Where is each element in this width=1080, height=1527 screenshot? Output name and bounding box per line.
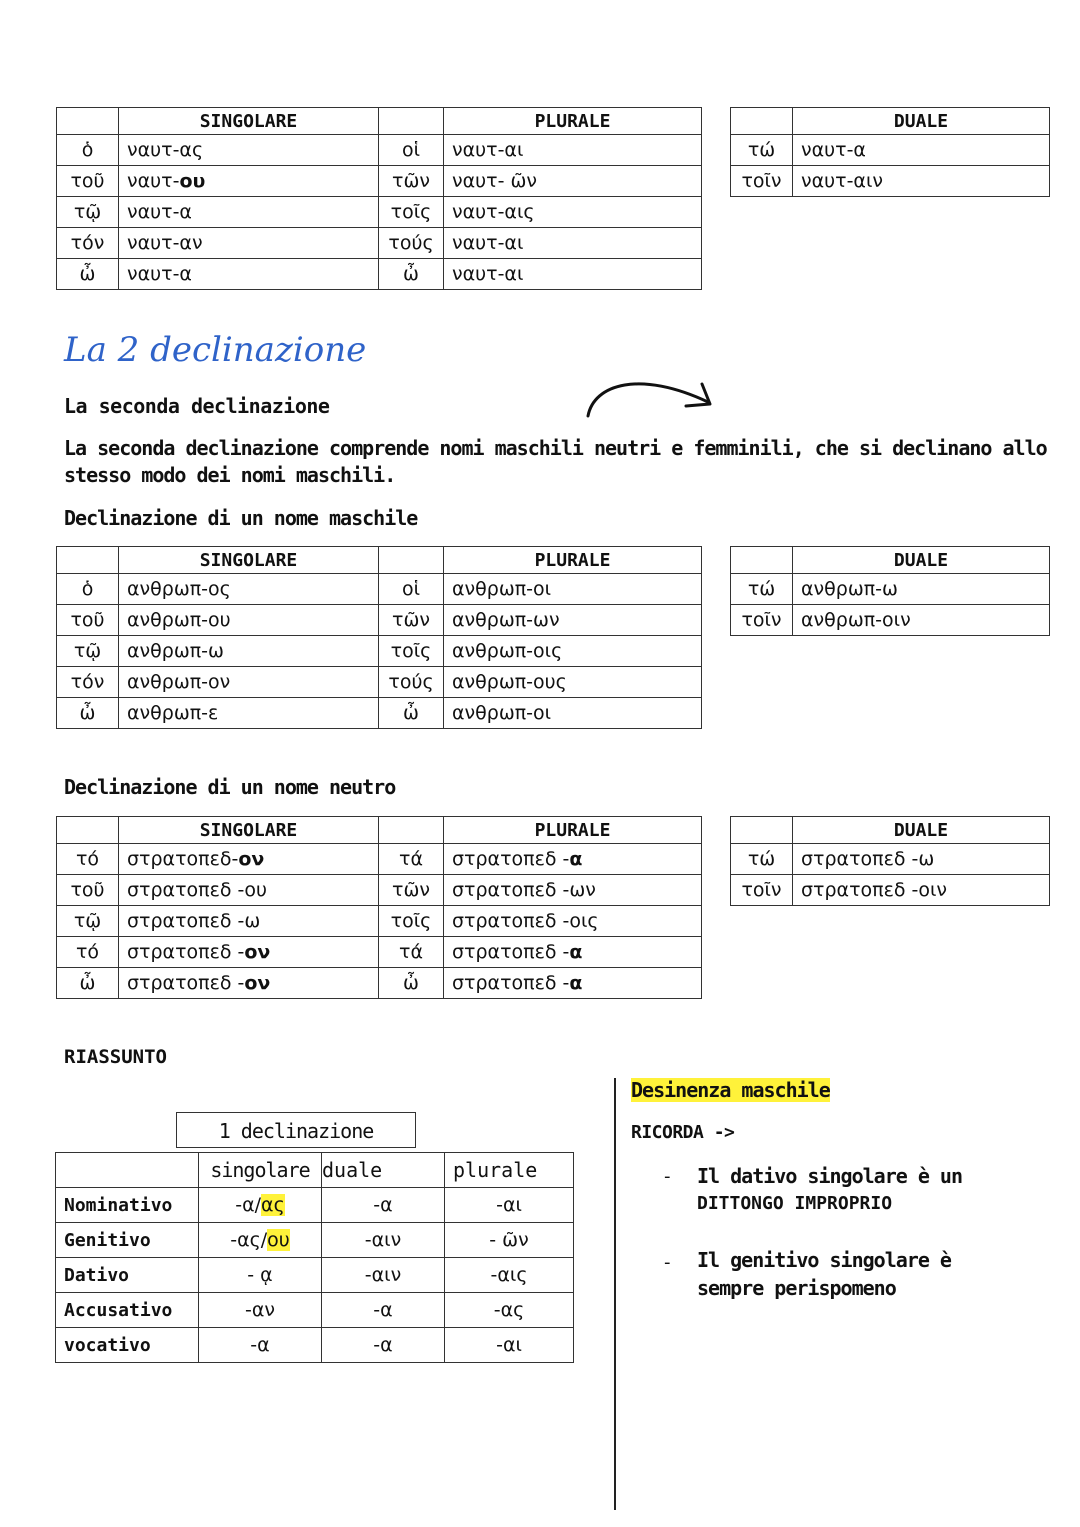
header-singolare: SINGOLARE — [119, 108, 379, 135]
table-row: Genitivo -ας/ου -αιν - ῶν — [56, 1223, 574, 1258]
col-duale: duale — [322, 1153, 445, 1188]
summary-table — [55, 1152, 574, 1363]
notes-title: Desinenza maschile — [631, 1078, 830, 1102]
bullet-icon: - — [664, 1252, 671, 1273]
table-row: τῷ στρατοπεδ -ω τοῖς στρατοπεδ -οις — [57, 906, 1050, 937]
table-row: ὁ ανθρωπ-ος οἱ ανθρωπ-οι τώ ανθρωπ-ω — [57, 574, 1050, 605]
table-masculine — [56, 546, 1050, 729]
header-singolare: SINGOLARE — [119, 547, 379, 574]
header-duale: DUALE — [793, 547, 1050, 574]
section-paragraph-line2: stesso modo dei nomi maschili. — [64, 463, 396, 487]
table-row: τό στρατοπεδ -ον τά στρατοπεδ -α — [57, 937, 1050, 968]
header-duale: DUALE — [793, 108, 1050, 135]
summary-label: RIASSUNTO — [64, 1046, 167, 1068]
header-plurale: PLURALE — [444, 108, 702, 135]
summary-group-header: 1 declinazione — [176, 1112, 416, 1148]
table-row: Accusativo -αν -α -ας — [56, 1293, 574, 1328]
section-title: La 2 declinazione — [64, 330, 367, 370]
table-row: Dativo - ᾳ -αιν -αις — [56, 1258, 574, 1293]
arrow-icon — [580, 366, 720, 422]
table-row: τό στρατοπεδ-ον τά στρατοπεδ -α τώ στρατοπεδ -ω — [57, 844, 1050, 875]
table-row: ὦ ναυτ-α ὦ ναυτ-αι — [57, 259, 1050, 290]
masc-label: Declinazione di un nome maschile — [64, 506, 418, 530]
table-first-declension — [56, 107, 1050, 290]
note-item-2: Il genitivo singolare è sempre perispomeno — [697, 1248, 951, 1300]
header-plurale: PLURALE — [444, 817, 702, 844]
vertical-divider — [614, 1078, 616, 1510]
table-row: ὦ στρατοπεδ -ον ὦ στρατοπεδ -α — [57, 968, 1050, 999]
table-row: τοῦ στρατοπεδ -ου τῶν στρατοπεδ -ων τοῖν στρατοπεδ -οιν — [57, 875, 1050, 906]
table-row: τόν ανθρωπ-ον τούς ανθρωπ-ους — [57, 667, 1050, 698]
table-row: Nominativo -α/ας -α -αι — [56, 1188, 574, 1223]
highlight-mark: ας — [261, 1194, 285, 1216]
section-paragraph-line1: La seconda declinazione comprende nomi maschili neutri e femminili, che si declinano allo — [64, 436, 1047, 460]
table-row: τόν ναυτ-αν τούς ναυτ-αι — [57, 228, 1050, 259]
col-singolare: singolare — [199, 1153, 322, 1188]
note-item-1: Il dativo singolare è un DITTONGO IMPROPRIO — [697, 1164, 962, 1214]
highlight-mark: ου — [267, 1229, 290, 1251]
table-row: τῷ ναυτ-α τοῖς ναυτ-αις — [57, 197, 1050, 228]
table-row: ὁ ναυτ-ας οἱ ναυτ-αι τώ ναυτ-α — [57, 135, 1050, 166]
header-duale: DUALE — [793, 817, 1050, 844]
table-row: τῷ ανθρωπ-ω τοῖς ανθρωπ-οις — [57, 636, 1050, 667]
col-plurale: plurale — [445, 1153, 574, 1188]
ricorda-label: RICORDA -> — [631, 1122, 735, 1143]
table-row: vocativo -α -α -αι — [56, 1328, 574, 1363]
header-plurale: PLURALE — [444, 547, 702, 574]
bullet-icon: - — [664, 1166, 671, 1187]
table-row: ὦ ανθρωπ-ε ὦ ανθρωπ-οι — [57, 698, 1050, 729]
section-subtitle: La seconda declinazione — [64, 394, 330, 418]
table-neuter — [56, 816, 1050, 999]
header-singolare: SINGOLARE — [119, 817, 379, 844]
neut-label: Declinazione di un nome neutro — [64, 775, 396, 799]
table-row: τοῦ ναυτ-ου τῶν ναυτ- ῶν τοῖν ναυτ-αιν — [57, 166, 1050, 197]
table-row: τοῦ ανθρωπ-ου τῶν ανθρωπ-ων τοῖν ανθρωπ-οιν — [57, 605, 1050, 636]
